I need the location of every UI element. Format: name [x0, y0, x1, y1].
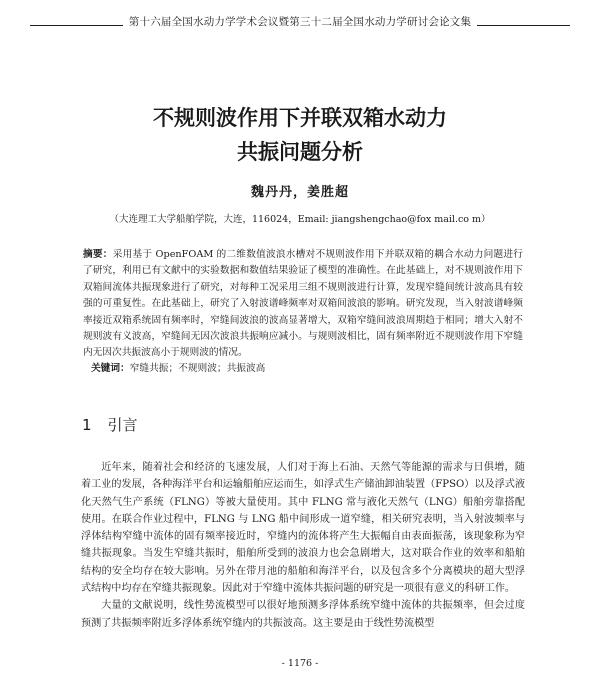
affiliation: （大连理工大学船舶学院，大连，116024，Email: jiangshengchao@fox mail.co m） [109, 214, 491, 225]
header-text: 第十六届全国水动力学学术会议暨第三十二届全国水动力学研讨会论文集 [128, 16, 472, 28]
paper-title [0, 101, 600, 169]
keywords [91, 360, 521, 374]
title-line-2: 共振问题分析 [237, 140, 363, 164]
paragraph-1: 近年来，随着社会和经济的飞速发展，人们对于海上石油、天然气等能源的需求与日俱增，随着工业的发展，各种海洋平台和运输船舶应运而生，如浮式生产储油卸油装置（FPSO）以及浮式液化天然气生产系统（FLNG）等被大量使用。其中 FLNG 常与液化天然气（LNG）船舶旁靠搭配使用。在联合作业过程中，FLNG 与 LNG 船中间形成一道窄缝，相关研究表明，当入射波频率与浮体结构窄缝中流体的固有频率接近时，窄缝内的流体将产生大振幅自由表面振荡，该现象称为窄缝共振现象。当发生窄缝共振时，船舶所受到的波浪力也会急剧增大，这对联合作业的效率和船舶结构的安全均存在较大影响。另外在带月池的船舶和海洋平台，以及包含多个分离模块的超大型浮式结构中均存在窄缝共振现象。因此对于窄缝中流体共振问题的研究是一项很有意义的科研工作。 [81, 462, 525, 595]
header-rule-right [477, 25, 570, 26]
abstract [83, 247, 523, 362]
header-rule-left [30, 25, 123, 26]
section-title: 引言 [107, 416, 138, 434]
section-number: 1 [82, 416, 92, 434]
running-header [30, 14, 570, 29]
body-text [81, 459, 525, 632]
paragraph-2: 大量的文献说明，线性势流模型可以很好地预测多浮体系统窄缝中流体的共振频率，但会过度预测了共振频率附近多浮体系统窄缝内的共振波高。这主要是由于线性势流模型 [81, 600, 525, 629]
abstract-label: 摘要： [83, 249, 113, 260]
page-number: - 1176 - [281, 658, 319, 669]
authors: 魏丹丹，姜胜超 [250, 185, 349, 200]
section-heading [82, 414, 138, 435]
abstract-text: 采用基于 OpenFOAM 的二维数值波浪水槽对不规则波作用下并联双箱的耦合水动力问题进行了研究，利用已有文献中的实验数据和数值结果验证了模型的准确性。在此基础上，对不规则波作用下双箱间流体共振现象进行了研究，对每种工况采用三组不规则波进行计算，发现窄缝间统计波高具有较强的可重复性。在此基础上，研究了入射波谱峰频率对双箱间波浪的影响。研究发现，当入射波谱峰频率接近双箱系统固有频率时，窄缝间波浪的波高显著增大，双箱窄缝间波浪周期趋于相同；增大入射不规则波有义波高，窄缝间无因次波浪共振响应减小。与规则波相比，固有频率附近不规则波作用下窄缝内无因次共振波高小于规则波的情况。 [83, 249, 523, 359]
title-line-1: 不规则波作用下并联双箱水动力 [153, 106, 447, 130]
keywords-text: 窄缝共振；不规则波；共振波高 [129, 363, 266, 374]
keywords-label: 关键词： [91, 363, 130, 374]
